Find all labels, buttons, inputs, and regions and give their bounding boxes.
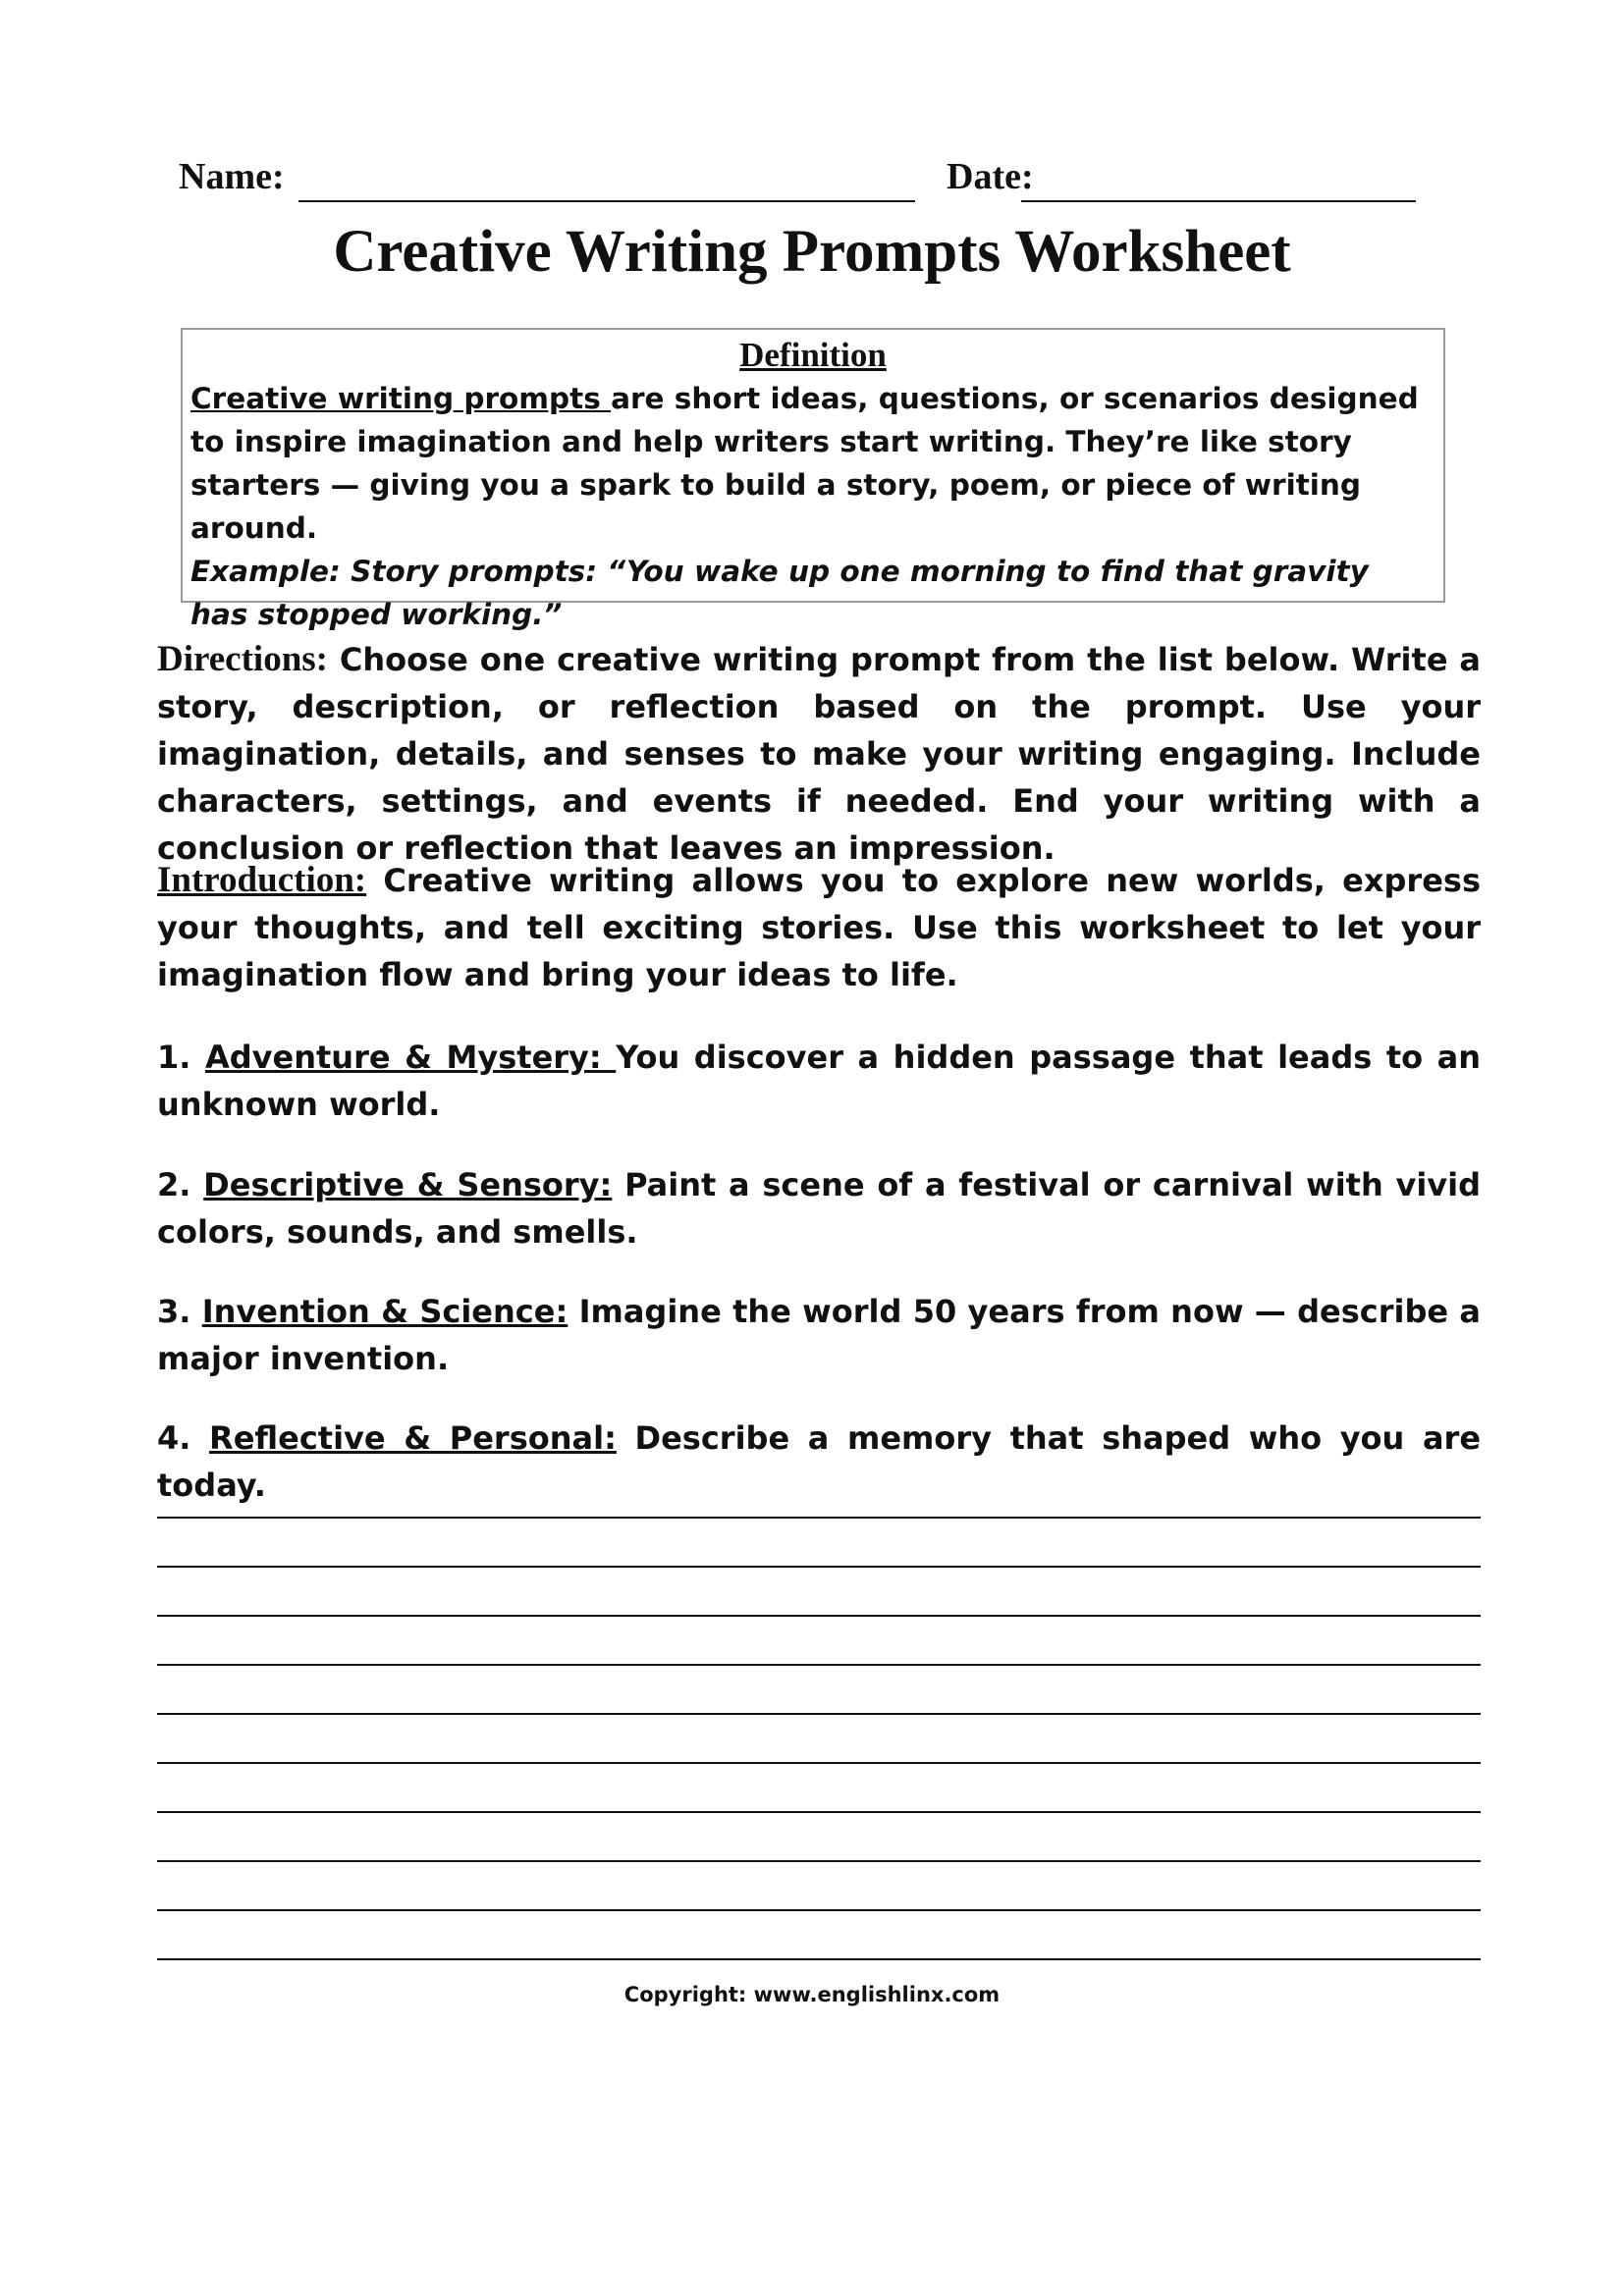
writing-line[interactable] bbox=[157, 1909, 1481, 1911]
definition-text bbox=[190, 377, 1435, 636]
date-label: Date: bbox=[947, 156, 1034, 197]
prompt-item bbox=[157, 1288, 1481, 1382]
prompt-item bbox=[157, 1415, 1481, 1509]
prompt-item bbox=[157, 1161, 1481, 1255]
prompt-category: Reflective & Personal: bbox=[209, 1419, 617, 1457]
introduction-label: Introduction: bbox=[157, 860, 367, 900]
writing-line[interactable] bbox=[157, 1615, 1481, 1617]
writing-line[interactable] bbox=[157, 1664, 1481, 1666]
prompt-text: Describe a memory that shaped who you are today. bbox=[157, 1419, 1482, 1504]
writing-line[interactable] bbox=[157, 1811, 1481, 1813]
writing-line[interactable] bbox=[157, 1517, 1481, 1519]
prompt-text: You discover a hidden passage that leads to an unknown world. bbox=[157, 1039, 1482, 1123]
prompt-number: 1. bbox=[157, 1039, 191, 1076]
writing-line[interactable] bbox=[157, 1566, 1481, 1568]
definition-body: are short ideas, questions, or scenarios designed to inspire imagination and help writers start writing. They’re like story starters — giving you a spark to build a story, poem, or piece of writing around. bbox=[190, 382, 1419, 545]
prompt-item bbox=[157, 1034, 1481, 1128]
definition-heading: Definition bbox=[739, 336, 887, 374]
prompt-number: 4. bbox=[157, 1419, 191, 1457]
date-field[interactable] bbox=[1021, 200, 1416, 202]
header-row bbox=[179, 155, 1455, 206]
directions-label: Directions: bbox=[157, 639, 328, 679]
introduction-text: Creative writing allows you to explore new worlds, express your thoughts, and tell exciting stories. Use this worksheet to let your imagination flow and bring your ideas to life. bbox=[157, 862, 1482, 993]
introduction-paragraph bbox=[157, 857, 1481, 998]
prompt-number: 2. bbox=[157, 1166, 191, 1203]
worksheet-title: Creative Writing Prompts Worksheet bbox=[333, 219, 1291, 285]
prompt-text: Paint a scene of a festival or carnival with vivid colors, sounds, and smells. bbox=[157, 1166, 1482, 1251]
directions-text: Choose one creative writing prompt from the list below. Write a story, description, or reflection based on the prompt. Use your imagination, details, and senses to make your writing engaging. Include characters, settings, and events if needed. End your writing with a conclusion or reflection that leaves an impression. bbox=[157, 641, 1482, 867]
prompt-category: Adventure & Mystery: bbox=[204, 1039, 617, 1076]
copyright-footer: Copyright: www.englishlinx.com bbox=[623, 1983, 1001, 2006]
prompt-text: Imagine the world 50 years from now — describe a major invention. bbox=[157, 1293, 1482, 1377]
writing-line[interactable] bbox=[157, 1958, 1481, 1960]
directions-paragraph bbox=[157, 636, 1481, 872]
definition-box bbox=[181, 328, 1445, 631]
prompt-category: Invention & Science: bbox=[201, 1293, 568, 1330]
name-label: Name: bbox=[179, 156, 285, 197]
definition-example: Example: Story prompts: “You wake up one morning to find that gravity has stopped working.” bbox=[190, 555, 1369, 631]
name-field[interactable] bbox=[298, 200, 915, 202]
writing-line[interactable] bbox=[157, 1860, 1481, 1862]
writing-line[interactable] bbox=[157, 1762, 1481, 1764]
prompt-number: 3. bbox=[157, 1293, 191, 1330]
prompt-category: Descriptive & Sensory: bbox=[203, 1166, 613, 1203]
writing-line[interactable] bbox=[157, 1713, 1481, 1715]
definition-term: Creative writing prompts bbox=[190, 382, 612, 415]
